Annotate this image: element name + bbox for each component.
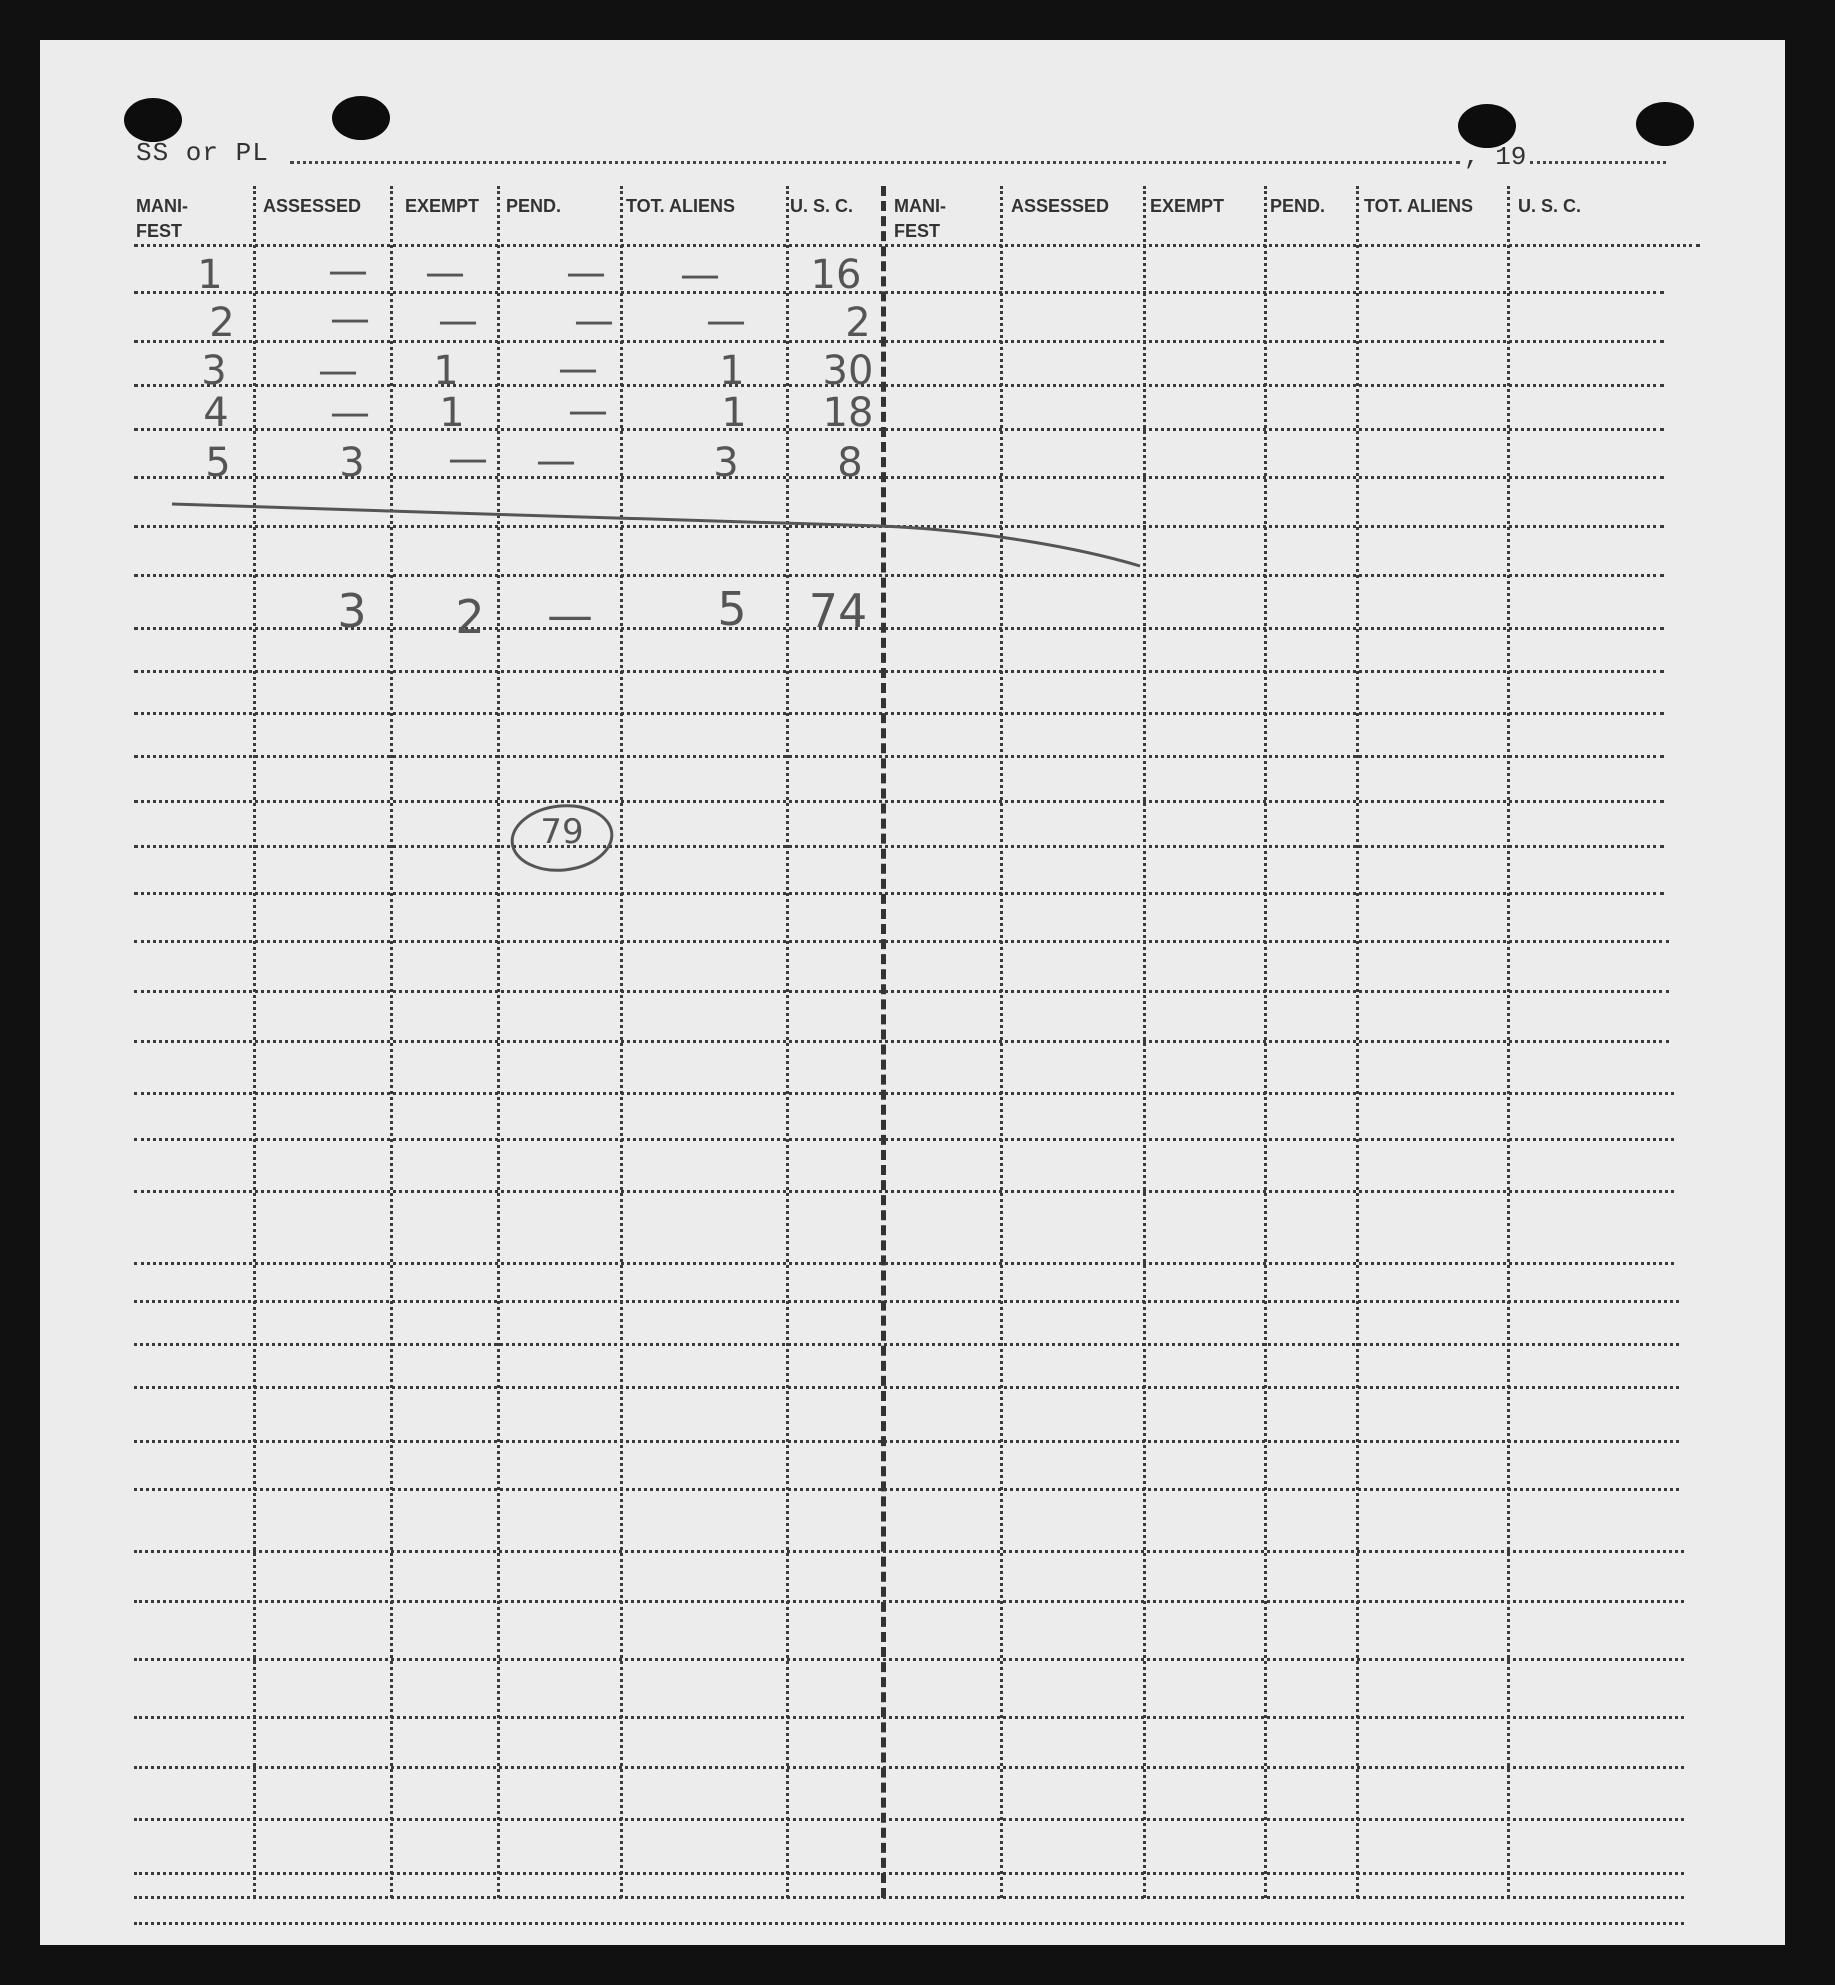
col-head-exempt-left: EXEMPT (405, 196, 480, 216)
row-1-usc: 16 (810, 252, 862, 298)
row-5-tot-aliens: 3 (713, 440, 739, 486)
col-head-assessed-right: ASSESSED (1011, 196, 1110, 216)
year-label: , 19 (1464, 142, 1527, 172)
row-5-manifest: 5 (205, 440, 231, 486)
row-4-tot-aliens: 1 (721, 390, 747, 436)
col-head-pend-left: PEND. (506, 196, 562, 216)
row-3-pend: — (558, 346, 598, 392)
row-5-pend: — (536, 438, 576, 484)
row-3-assessed: — (318, 348, 358, 394)
row-5-usc: 8 (837, 440, 863, 486)
row-2-pend: — (574, 298, 614, 344)
row-1-manifest: 1 (197, 252, 223, 298)
row-1-exempt: — (425, 250, 465, 296)
row-1-tot-aliens: — (680, 252, 720, 298)
row-4-exempt: 1 (439, 390, 465, 436)
row-1-assessed: — (328, 248, 368, 294)
total-pend: — (547, 588, 593, 642)
circled-total: 79 (540, 812, 584, 852)
col-head-manifest-right: MANI- FEST (894, 196, 946, 241)
col-head-manifest-left: MANI- FEST (136, 196, 188, 241)
row-3-tot-aliens: 1 (719, 348, 745, 394)
row-2-assessed: — (330, 296, 370, 342)
row-2-exempt: — (438, 298, 478, 344)
total-exempt: 2 (455, 590, 485, 644)
row-4-pend: — (568, 388, 608, 434)
row-3-usc: 30 (822, 348, 874, 394)
row-4-manifest: 4 (203, 390, 229, 436)
row-5-assessed: 3 (339, 440, 365, 486)
row-3-manifest: 3 (201, 348, 227, 394)
row-2-manifest: 2 (209, 300, 235, 346)
col-head-usc-left: U. S. C. (790, 196, 854, 216)
col-head-tot-aliens-right: TOT. ALIENS (1364, 196, 1474, 216)
col-head-pend-right: PEND. (1270, 196, 1326, 216)
row-2-tot-aliens: — (706, 298, 746, 344)
row-4-usc: 18 (822, 390, 874, 436)
col-head-usc-right: U. S. C. (1518, 196, 1582, 216)
col-head-tot-aliens-left: TOT. ALIENS (626, 196, 736, 216)
row-5-exempt: — (448, 436, 488, 482)
total-usc: 74 (808, 584, 868, 638)
col-head-exempt-right: EXEMPT (1150, 196, 1225, 216)
vessel-label: SS or PL (136, 138, 269, 168)
row-1-pend: — (566, 250, 606, 296)
col-head-assessed-left: ASSESSED (263, 196, 362, 216)
row-2-usc: 2 (845, 300, 871, 346)
total-tot-aliens: 5 (717, 582, 747, 636)
total-assessed: 3 (337, 584, 367, 638)
row-3-exempt: 1 (433, 348, 459, 394)
row-4-assessed: — (330, 390, 370, 436)
